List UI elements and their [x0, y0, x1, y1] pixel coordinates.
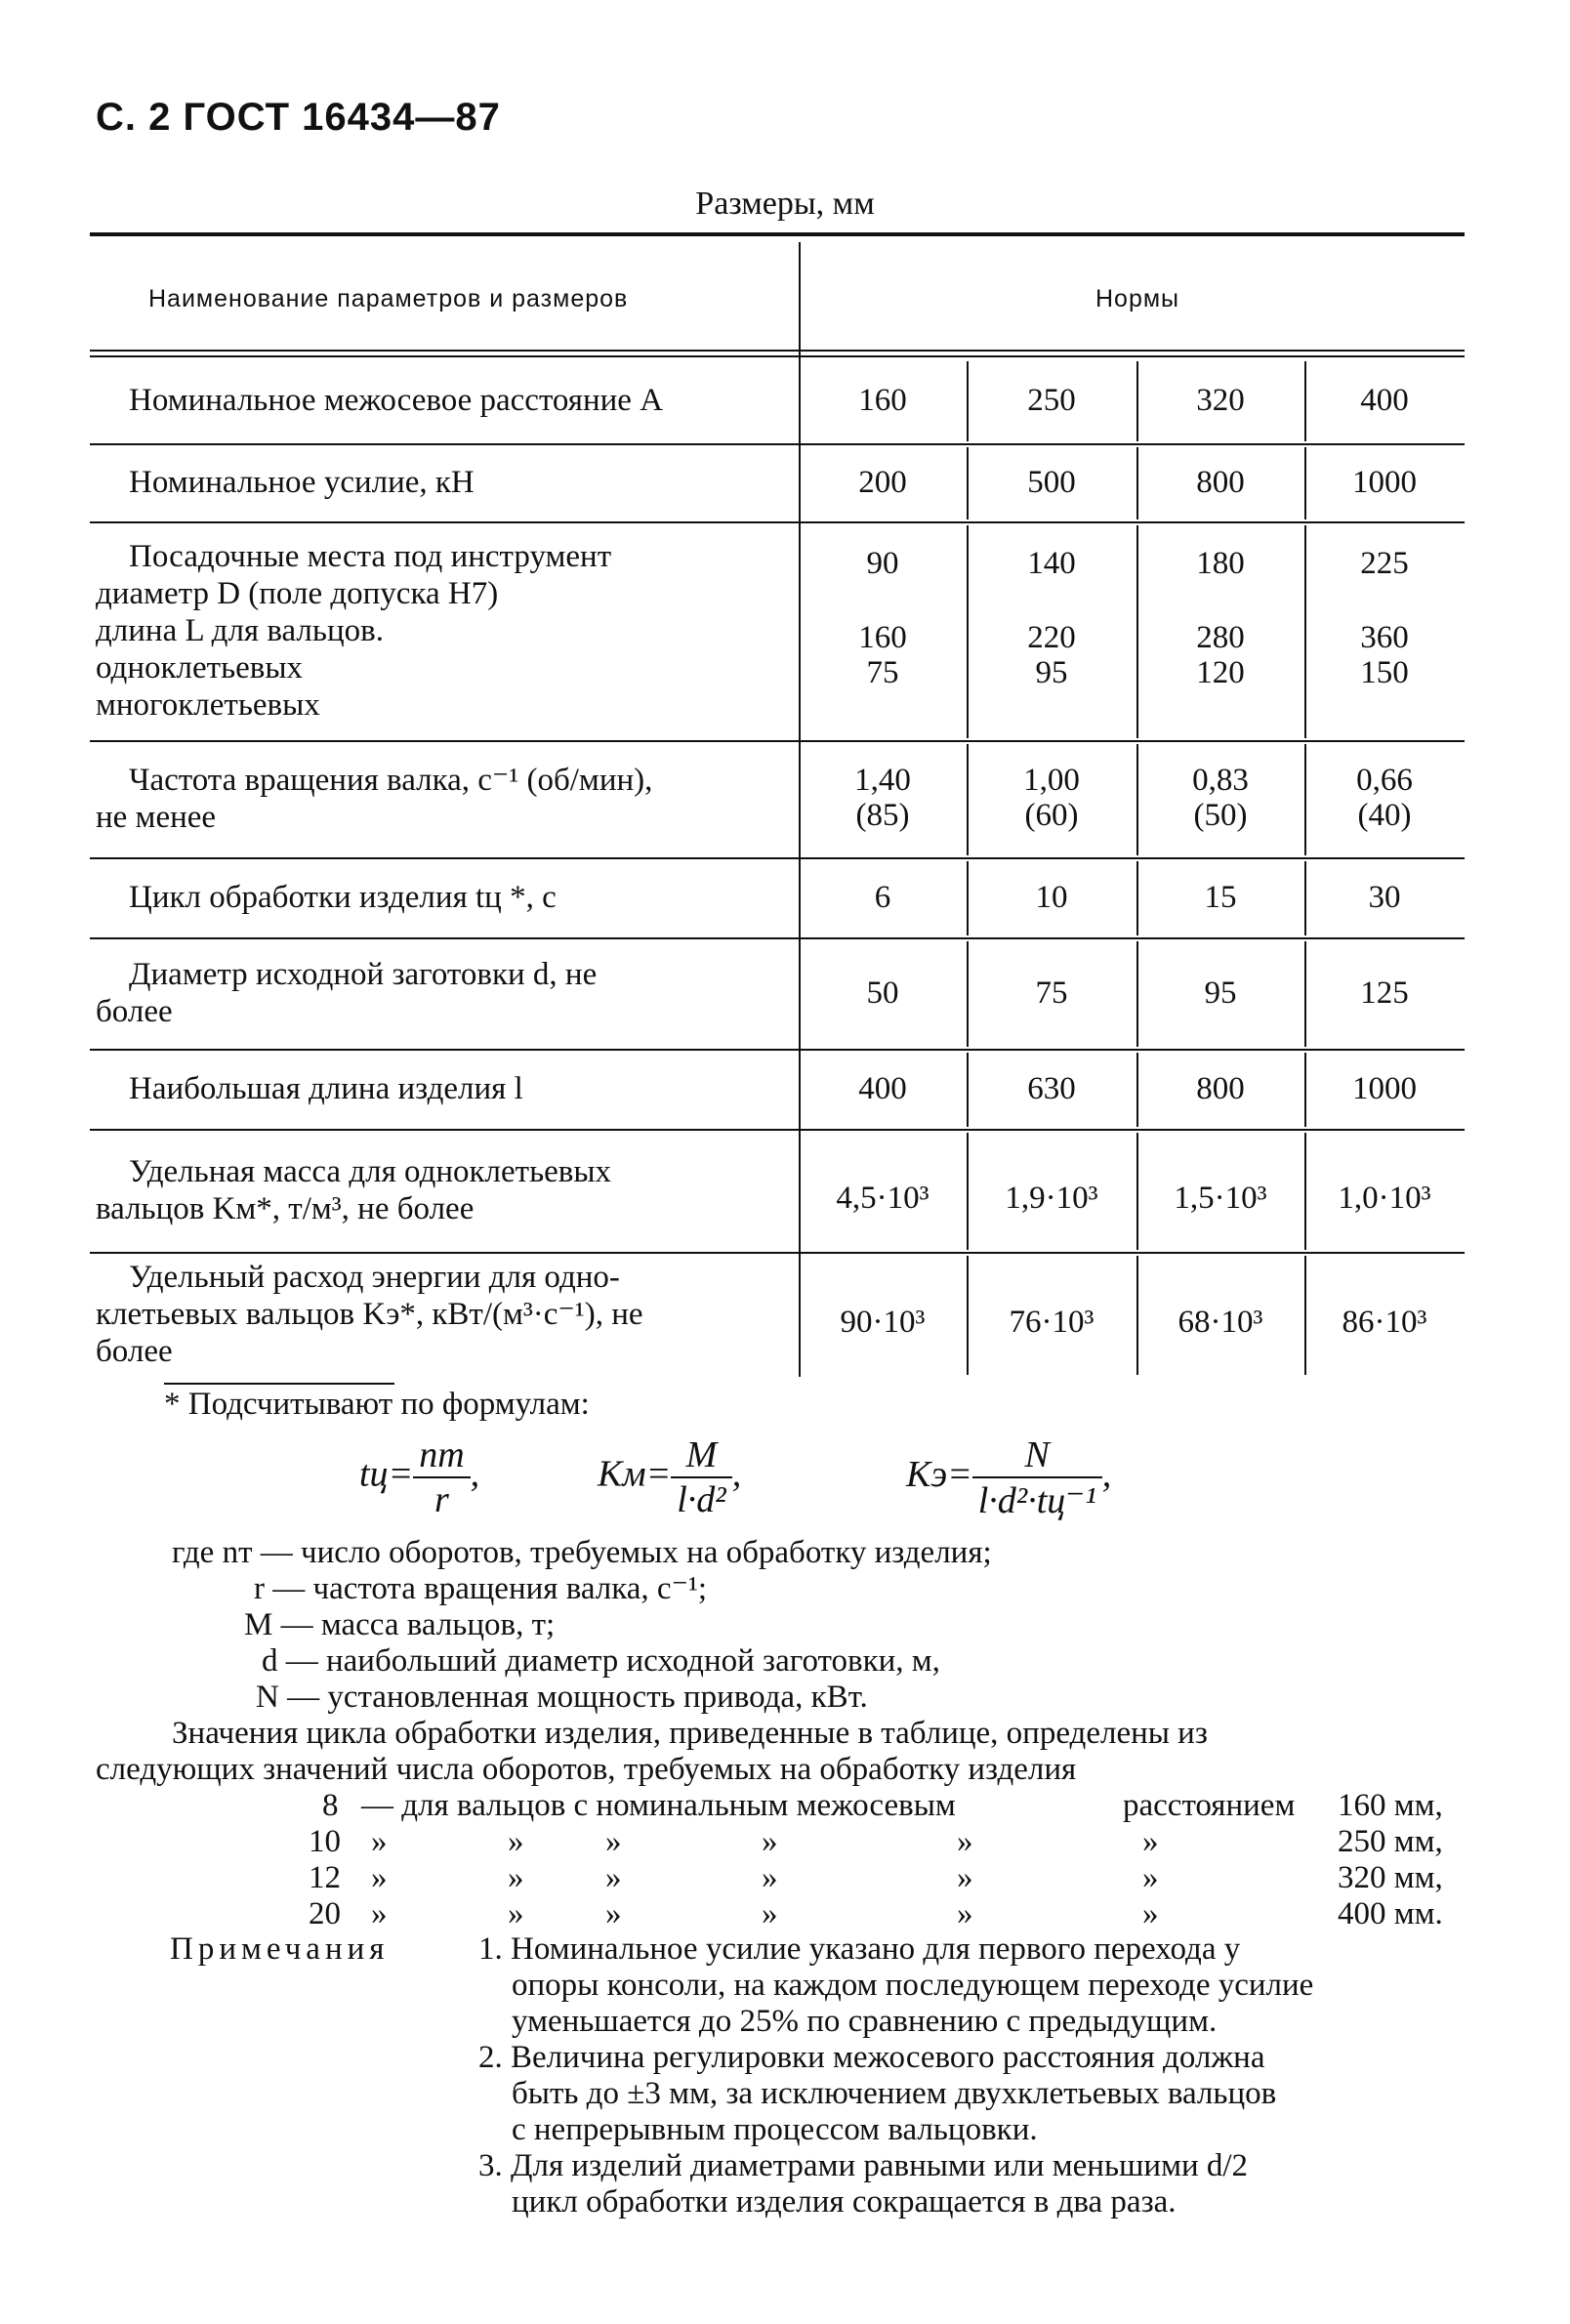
row-value: 200: [858, 465, 907, 500]
ditto-mark: »: [605, 1896, 622, 1931]
row-value: 160: [858, 620, 907, 655]
ditto-mark: »: [762, 1824, 778, 1859]
row-label: Номинальное усилие, кН: [129, 465, 475, 500]
row-value: 160: [858, 383, 907, 418]
row-label: Наибольшая длина изделия l: [129, 1071, 523, 1106]
row-value: 75: [866, 655, 899, 690]
where-line-5: N — установленная мощность привода, кВт.: [256, 1680, 868, 1715]
row-value: (60): [1024, 798, 1079, 833]
row-value: 95: [1035, 655, 1068, 690]
note-line: быть до ±3 мм, за исключением двухклетьевых вальцов: [512, 2076, 1277, 2111]
ditto-mark: »: [1142, 1860, 1159, 1895]
row-value: 1,5·10³: [1174, 1181, 1267, 1216]
row-label: Удельный расход энергии для одно-: [129, 1260, 620, 1295]
note-line: 1. Номинальное усилие указано для первого перехода у: [478, 1931, 1241, 1967]
row-value: 250: [1027, 383, 1076, 418]
ditto-mark: »: [957, 1896, 973, 1931]
table-caption: Размеры, мм: [695, 186, 875, 222]
row-label: длина L для вальцов.: [96, 613, 384, 648]
row-value: 120: [1196, 655, 1245, 690]
ditto-mark: »: [605, 1824, 622, 1859]
formula-tc: tц= $\frac{nт}{r}$ ,: [359, 1434, 480, 1520]
note-line: с непрерывным процессом вальцовки.: [512, 2112, 1038, 2147]
row-label: клетьевых вальцов Kэ*, кВт/(м³·с⁻¹), не: [96, 1297, 643, 1332]
col-header-name: Наименование параметров и размеров: [148, 285, 629, 312]
row-value: 4,5·10³: [836, 1181, 930, 1216]
row-value: 500: [1027, 465, 1076, 500]
row-value: 90: [866, 546, 899, 581]
row-label: вальцов Kм*, т/м³, не более: [96, 1191, 475, 1226]
row-value: 400: [1360, 383, 1409, 418]
note-line: 2. Величина регулировки межосевого расстояния должна: [478, 2040, 1265, 2075]
note-line: уменьшается до 25% по сравнению с предыдущим.: [512, 2004, 1218, 2039]
row-value: 280: [1196, 620, 1245, 655]
row-label: более: [96, 1334, 173, 1369]
row-value: 1,9·10³: [1005, 1181, 1098, 1216]
where-line-4: d — наибольший диаметр исходной заготовки, м,: [262, 1643, 940, 1679]
ditto-mark: »: [1142, 1896, 1159, 1931]
ditto-mark: »: [371, 1860, 388, 1895]
row-value: 30: [1368, 880, 1401, 915]
where-line-3: M — масса вальцов, т;: [244, 1607, 556, 1642]
ditto-mark: »: [508, 1860, 524, 1895]
formula-km: Kм= $\frac{M}{\text{l·d²}}$ ,: [598, 1434, 742, 1520]
row-value: 125: [1360, 975, 1409, 1011]
note-line: опоры консоли, на каждом последующем переходе усилие: [512, 1968, 1314, 2003]
row-label: диаметр D (поле допуска Н7): [96, 576, 499, 611]
ditto-mark: »: [508, 1824, 524, 1859]
row-label: Диаметр исходной заготовки d, не: [129, 957, 598, 992]
row-label: Цикл обработки изделия tц *, с: [129, 880, 557, 915]
row-value: 1000: [1352, 465, 1417, 500]
row-value: 10: [1035, 880, 1068, 915]
row-value: 150: [1360, 655, 1409, 690]
row-value: (85): [855, 798, 910, 833]
notes-title: Примечания: [170, 1931, 390, 1967]
ditto-mark: »: [957, 1860, 973, 1895]
row-label: не менее: [96, 800, 217, 835]
para-line-2: следующих значений числа оборотов, требуемых на обработку изделия: [96, 1752, 1077, 1787]
note-line: 3. Для изделий диаметрами равными или меньшими d/2: [478, 2148, 1249, 2183]
where-line-2: r — частота вращения валка, с⁻¹;: [254, 1571, 708, 1606]
row-label: Частота вращения валка, с⁻¹ (об/мин),: [129, 763, 653, 798]
ditto-mark: »: [605, 1860, 622, 1895]
ditto-mark: »: [1142, 1824, 1159, 1859]
row-label: Удельная масса для одноклетьевых: [129, 1154, 612, 1189]
ditto-mark: »: [371, 1824, 388, 1859]
where-line-1: где nт — число оборотов, требуемых на обработку изделия;: [172, 1535, 992, 1570]
row-value: 76·10³: [1009, 1305, 1095, 1340]
row-value: 50: [866, 975, 899, 1011]
row-value: (50): [1193, 798, 1248, 833]
row-value: 90·10³: [840, 1305, 926, 1340]
row-value: 220: [1027, 620, 1076, 655]
ditto-mark: »: [508, 1896, 524, 1931]
row-label: многоклетьевых: [96, 687, 320, 723]
row-value: 800: [1196, 1071, 1245, 1106]
row-value: 68·10³: [1178, 1305, 1263, 1340]
row-value: 1000: [1352, 1071, 1417, 1106]
ditto-mark: »: [371, 1896, 388, 1931]
row-value: 6: [874, 880, 891, 915]
ditto-mark: »: [957, 1824, 973, 1859]
note-line: цикл обработки изделия сокращается в два раза.: [512, 2184, 1177, 2220]
row-value: 15: [1204, 880, 1237, 915]
row-value: 630: [1027, 1071, 1076, 1106]
row-value: 1,40: [854, 763, 911, 798]
page-header: С. 2 ГОСТ 16434—87: [96, 96, 501, 139]
row-value: 140: [1027, 546, 1076, 581]
row-value: 400: [858, 1071, 907, 1106]
row-value: 360: [1360, 620, 1409, 655]
row-label: Посадочные места под инструмент: [129, 539, 612, 574]
row-value: (40): [1357, 798, 1412, 833]
row-value: 95: [1204, 975, 1237, 1011]
row-label: более: [96, 994, 173, 1029]
notes-list: [478, 1931, 1474, 2220]
row-label: одноклетьевых: [96, 650, 304, 685]
col-header-norms: Нормы: [1095, 285, 1180, 312]
row-value: 86·10³: [1342, 1305, 1427, 1340]
row-value: 225: [1360, 546, 1409, 581]
row-label: Номинальное межосевое расстояние A: [129, 383, 664, 418]
row-value: 320: [1196, 383, 1245, 418]
formula-ke: Kэ= $\frac{N}{\text{l·d²·tц⁻¹}}$ ,: [906, 1434, 1112, 1521]
revolutions-list: 8 — для вальцов с номинальным межосевым расстоянием 160 мм, 10 250 мм, 12 320 мм, 20 400 мм. » » » » » » » » » » » » » » » » » »: [309, 1788, 1443, 1931]
row-value: 180: [1196, 546, 1245, 581]
row-value: 1,0·10³: [1338, 1181, 1431, 1216]
ditto-mark: »: [762, 1896, 778, 1931]
row-value: 800: [1196, 465, 1245, 500]
row-value: 0,83: [1192, 763, 1249, 798]
para-line-1: Значения цикла обработки изделия, приведенные в таблице, определены из: [172, 1716, 1208, 1751]
ditto-mark: »: [762, 1860, 778, 1895]
row-value: 0,66: [1356, 763, 1413, 798]
row-value: 1,00: [1023, 763, 1080, 798]
footnote-intro: * Подсчитывают по формулам:: [164, 1387, 590, 1422]
row-value: 75: [1035, 975, 1068, 1011]
